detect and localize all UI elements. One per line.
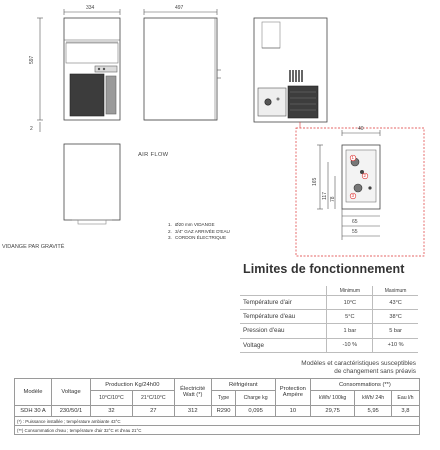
hdr-voltage: Voltage (52, 379, 91, 406)
drawing-legend (168, 222, 230, 240)
table-row: Température d'eau 5°C 38°C (240, 310, 418, 324)
legend-item: 1. Ø20 mm VIDANGE (168, 222, 215, 227)
dim-78: 78 (330, 196, 336, 202)
table-row (15, 426, 420, 435)
table-row: Voltage -10 % +10 % (240, 338, 418, 352)
airflow-label: AIR FLOW (138, 152, 169, 158)
callout-1: 1 (351, 155, 355, 160)
limits-title: Limites de fonctionnement (243, 262, 405, 276)
table-row (15, 417, 420, 426)
dim-55: 55 (352, 229, 358, 235)
table-row: 10°C/10°C 21°C/10°C Type Charge kg kWh/ 100kg kWh/ 24h Eau l/h (15, 391, 420, 406)
hdr-modele: Modèle (15, 379, 52, 406)
spec-note: (**) Consommation d'eau ; température d'air 32°C et d'eau 21°C (15, 426, 420, 435)
col-max: Maximum (373, 286, 418, 296)
vidange-label: VIDANGE PAR GRAVITÉ (2, 244, 65, 250)
dim-40: 40 (358, 126, 364, 132)
dim-side-width: 497 (175, 5, 184, 11)
col-min: Minimum (327, 286, 373, 296)
table-row: Température d'air 10°C 43°C (240, 296, 418, 310)
spec-table (14, 378, 420, 435)
disclaimer-note: Modèles et caractéristiques susceptibles de changement sans préavis (301, 360, 416, 375)
table-row (240, 286, 418, 296)
limits-table (240, 286, 418, 353)
dim-height: 597 (29, 55, 35, 64)
table-row (15, 379, 420, 391)
callout-3: 3 (351, 193, 355, 198)
dim-65: 65 (352, 219, 358, 225)
callout-2: 2 (363, 173, 367, 178)
table-row: Pression d'eau 1 bar 5 bar (240, 324, 418, 338)
hdr-refrigerant: Réfrigérant (211, 379, 275, 391)
dim-117: 117 (322, 192, 328, 200)
hdr-consommations: Consommations (**) (310, 379, 419, 391)
table-row: SDH 30 A 230/50/1 32 27 312 R290 0,095 10 29,75 5,95 3,8 (15, 406, 420, 417)
spec-note: (*) : Puissance installée ; température ambiante 43°C (15, 417, 420, 426)
hdr-protection: Protection Ampère (275, 379, 310, 406)
dim-165: 165 (312, 177, 318, 186)
legend-item: 3. CORDON ÉLECTRIQUE (168, 235, 227, 240)
hdr-electricite: Électricité Watt (*) (174, 379, 211, 406)
dim-front-width: 334 (86, 5, 95, 11)
dim-base: 2 (30, 126, 33, 132)
hdr-production: Production Kg/24h00 (91, 379, 175, 391)
legend-item: 2. 3/4" GAZ ARRIVÉE D'EAU (168, 228, 230, 234)
